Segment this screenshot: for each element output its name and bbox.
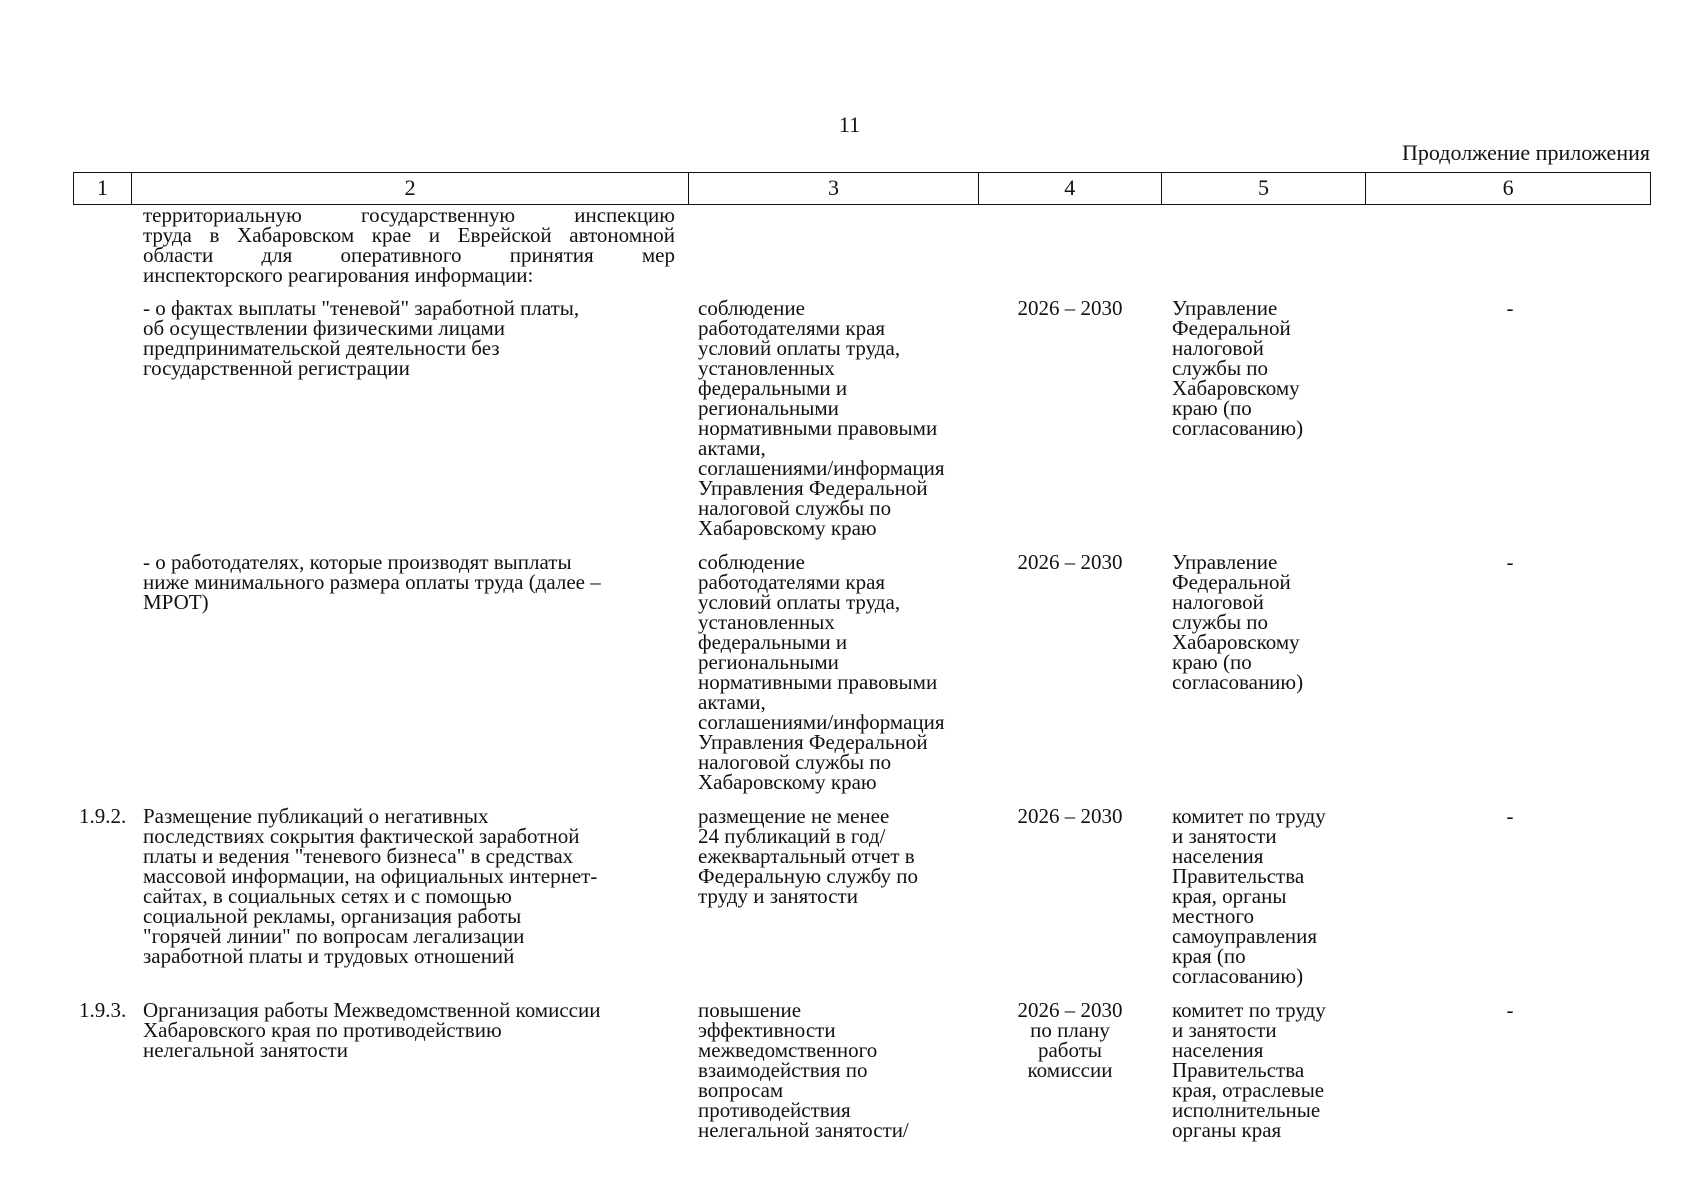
header-col-2: 2 [132,173,689,204]
row-result: соблюдение работодателями края условий оплаты труда, установленных федеральными и региональными нормативными правовыми актами, соглашениями/информация Управления Федеральной налоговой службы по Хабаровскому краю [698,550,945,794]
continuation-label: Продолжение приложения [1402,140,1650,165]
intro-last-line: инспекторского реагирования информации: [143,263,534,287]
row-executor: Управление Федеральной налоговой службы по Хабаровскому краю (по согласованию) [1172,550,1304,694]
row-activity: Размещение публикаций о негативных последствиях сокрытия фактической заработной платы и ведения "теневого бизнеса" в средствах массовой информации, на официальных интернет- сайтах, в социальных сетях и с помощью социальной рекламы, организация работы "горячей линии" по вопросам легализации заработной платы и трудовых отношений [143,804,598,968]
row-activity: - о фактах выплаты "теневой" заработной платы, об осуществлении физическими лицами предпринимательской деятельности без государственной регистрации [143,296,580,380]
row-note: - [1506,550,1514,574]
intro-line: территориальную государственную инспекцию [143,203,675,227]
intro-line: труда в Хабаровском крае и Еврейской автономной [143,223,675,247]
header-col-1: 1 [74,173,132,204]
row-result: соблюдение работодателями края условий оплаты труда, установленных федеральными и региональными нормативными правовыми актами, соглашениями/информация Управления Федеральной налоговой службы по Хабаровскому краю [698,296,945,540]
header-col-3: 3 [689,173,979,204]
row-number: 1.9.3. [79,998,127,1022]
header-col-5: 5 [1162,173,1367,204]
row-period: 2026 – 2030 [1017,550,1123,574]
row-executor: комитет по труду и занятости населения Правительства края, отраслевые исполнительные органы края [1172,998,1326,1142]
header-col-4: 4 [979,173,1162,204]
row-result: размещение не менее 24 публикаций в год/ ежеквартальный отчет в Федеральную службу по труду и занятости [698,804,919,908]
intro-line: области для оперативного принятия мер [143,243,675,267]
row-period: 2026 – 2030 [1017,804,1123,828]
row-note: - [1506,998,1514,1022]
page-number: 11 [838,112,861,137]
row-note: - [1506,296,1514,320]
row-activity: Организация работы Межведомственной комиссии Хабаровского края по противодействию нелегальной занятости [143,998,601,1062]
row-result: повышение эффективности межведомственного взаимодействия по вопросам противодействия нелегальной занятости/ [698,998,909,1142]
row-number: 1.9.2. [79,804,127,828]
table-header-row [73,172,1651,205]
header-col-6: 6 [1502,175,1514,200]
row-executor: комитет по труду и занятости населения Правительства края, органы местного самоуправления края (по согласованию) [1172,804,1326,988]
row-executor: Управление Федеральной налоговой службы по Хабаровскому краю (по согласованию) [1172,296,1304,440]
row-period: 2026 – 2030 [1017,296,1123,320]
row-note: - [1506,804,1514,828]
row-activity: - о работодателях, которые производят выплаты ниже минимального размера оплаты труда (далее – МРОТ) [143,550,601,614]
row-period: 2026 – 2030 по плану работы комиссии [1017,998,1123,1082]
